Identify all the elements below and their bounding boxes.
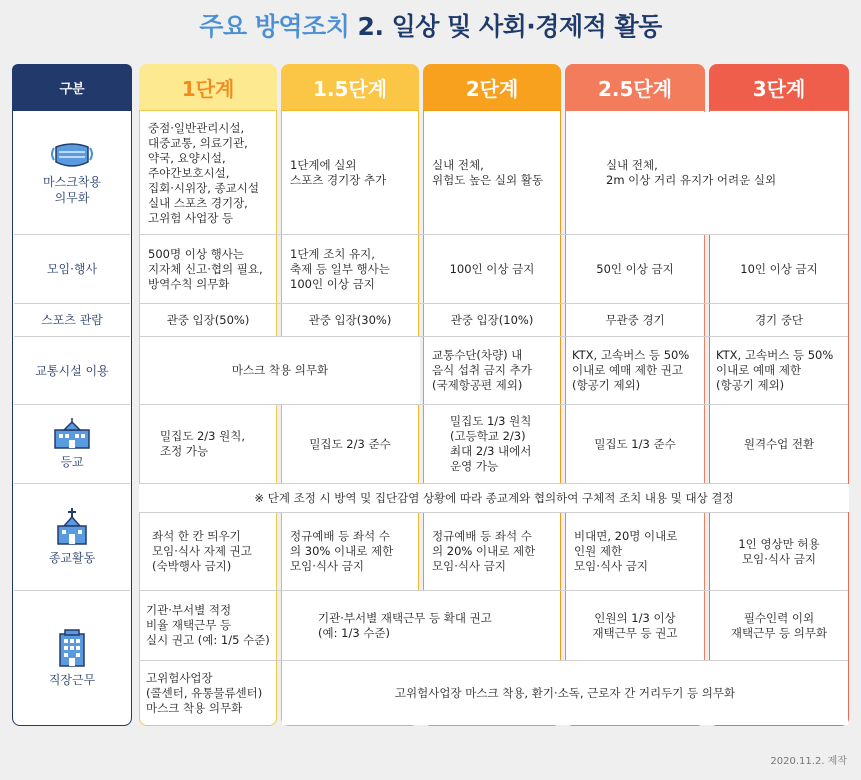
text-line: 500명 이상 행사는 <box>148 246 244 261</box>
footer-date: 2020.11.2. 제작 <box>770 756 847 767</box>
mask-stage-1-5 <box>282 112 418 234</box>
category-religion-label: 종교활동 <box>48 551 96 565</box>
sports-stage-2-5: 무관중 경기 <box>605 312 665 327</box>
office-building-icon <box>57 628 87 668</box>
category-mask-line1: 마스크착용 <box>43 174 101 189</box>
text-line: 2m 이상 거리 유지가 어려운 실외 <box>606 173 777 187</box>
text-line: 밀집도 1/3 원칙 <box>450 414 532 428</box>
gathering-stage-2-5: 50인 이상 금지 <box>596 261 674 276</box>
text-line: (예: 1/3 수준) <box>318 625 390 640</box>
category-mask <box>12 111 132 234</box>
religion-stage-1-5 <box>282 513 418 590</box>
transport-stage-3-text <box>716 348 833 393</box>
gathering-stage-3: 10인 이상 금지 <box>740 261 818 276</box>
header-category: 구분 <box>12 64 132 110</box>
text-line: KTX, 고속버스 등 50% <box>572 348 690 362</box>
text-line: 필수인력 이외 <box>743 610 815 625</box>
category-mask-line2: 의무화 <box>54 190 90 205</box>
text-line: (항공기 제외) <box>716 378 785 392</box>
text-line: (숙박행사 금지) <box>152 559 232 573</box>
category-school-label: 등교 <box>60 455 84 469</box>
text-line: 이내로 예매 제한 권고 <box>572 363 683 377</box>
text-line: 음식 섭취 금지 추가 <box>432 363 532 377</box>
text-line: 재택근무 등 권고 <box>592 625 678 640</box>
religion-stage-2-5 <box>566 513 704 590</box>
mask-stage-1-5-text <box>290 158 386 188</box>
work-stage-3 <box>710 591 848 660</box>
header-stage-2: 2단계 <box>423 64 561 110</box>
gathering-stage-2: 100인 이상 금지 <box>449 261 535 276</box>
school-stage-2-5: 밀집도 1/3 준수 <box>594 436 676 451</box>
work-stage-2-5-text <box>592 611 677 641</box>
transport-stage-3 <box>710 337 848 404</box>
text-line: (콜센터, 유통물류센터) <box>146 685 263 700</box>
text-line: 기관·부서별 재택근무 등 확대 권고 <box>318 610 492 625</box>
text-line: 실내 전체, <box>432 158 484 172</box>
text-line: 인원의 1/3 이상 <box>594 610 676 625</box>
gathering-stage-1-5-text <box>290 247 390 292</box>
school-stage-1-text <box>160 429 245 459</box>
text-line: 실내 스포츠 경기장, <box>148 195 248 210</box>
text-line: 모임·식사 금지 <box>432 559 506 573</box>
text-line: 위험도 높은 실외 활동 <box>432 173 543 187</box>
text-line: 약국, 요양시설, <box>148 150 226 165</box>
text-line: 스포츠 경기장 추가 <box>290 173 387 187</box>
school-stage-1-5: 밀집도 2/3 준수 <box>309 436 391 451</box>
work-high-risk-stage-1 <box>140 661 278 725</box>
text-line: 주야간보호시설, <box>148 165 230 180</box>
text-line: 인원 제한 <box>574 544 623 558</box>
work-high-risk-stage-1-5-3: 고위험사업장 마스크 착용, 환기·소독, 근로자 간 거리두기 등 의무화 <box>282 661 848 725</box>
text-line: 운영 가능 <box>450 459 499 473</box>
work-stage-1-text <box>146 603 270 648</box>
sports-stage-1-5: 관중 입장(30%) <box>308 312 392 327</box>
text-line: 비대면, 20명 이내로 <box>574 529 678 543</box>
text-line: 의 20% 이내로 제한 <box>432 544 536 558</box>
text-line: 100인 이상 금지 <box>290 276 375 291</box>
mask-stage-2 <box>424 112 560 234</box>
text-line: 1단계 조치 유지, <box>290 246 375 261</box>
text-line: 1인 영상만 허용 <box>738 536 820 551</box>
text-line: 기관·부서별 적정 <box>146 603 232 617</box>
transport-stage-1-1-5: 마스크 착용 의무화 <box>140 337 420 404</box>
text-line: 축제 등 일부 행사는 <box>290 261 390 276</box>
work-high-risk-stage-1-text <box>146 671 262 716</box>
text-line: (국제항공편 제외) <box>432 378 523 392</box>
text-line: 이내로 예매 제한 <box>716 363 802 377</box>
category-work-label: 직장근무 <box>48 673 96 687</box>
religion-stage-1-5-text <box>290 529 393 574</box>
school-stage-2 <box>424 405 560 483</box>
mask-stage-1 <box>140 112 276 234</box>
religion-stage-2-text <box>432 529 535 574</box>
sports-stage-1: 관중 입장(50%) <box>166 312 250 327</box>
work-stage-3-text <box>731 611 827 641</box>
gathering-stage-1-5 <box>282 235 418 303</box>
category-transport-label: 교통시설 이용 <box>35 363 109 378</box>
text-line: 정규예배 등 좌석 수 <box>290 529 390 543</box>
text-line: 마스크 착용 의무화 <box>146 700 243 715</box>
category-gathering-label: 모임·행사 <box>46 262 98 276</box>
mask-icon <box>50 140 94 170</box>
mask-stage-2-5-3-text <box>606 158 776 188</box>
text-line: (항공기 제외) <box>572 378 641 392</box>
category-transport <box>12 337 132 404</box>
text-line: 중점·일반관리시설, <box>148 120 245 135</box>
transport-stage-2-5 <box>566 337 704 404</box>
title-accent: 주요 방역조치 <box>199 12 350 41</box>
header-stage-1: 1단계 <box>139 64 277 110</box>
text-line: 집회·시위장, 종교시설 <box>148 180 259 195</box>
work-stage-1-5-2 <box>282 591 560 660</box>
text-line: 교통수단(차량) 내 <box>432 348 523 362</box>
school-stage-3: 원격수업 전환 <box>743 436 815 451</box>
school-stage-1 <box>140 405 276 483</box>
text-line: 모임·식사 금지 <box>290 559 364 573</box>
gathering-stage-1 <box>140 235 276 303</box>
religion-note: ※ 단계 조정 시 방역 및 집단감염 상황에 따라 종교계와 협의하여 구체적 조치 내용 및 대상 결정 <box>139 484 849 512</box>
text-line: 고위험사업장 <box>146 670 213 685</box>
category-religion <box>12 484 132 590</box>
category-work <box>12 591 132 725</box>
mask-stage-1-text <box>148 121 259 226</box>
text-line: 좌석 한 칸 띄우기 <box>152 529 241 543</box>
category-sports-label: 스포츠 관람 <box>41 313 103 327</box>
text-line: 고위험 사업장 등 <box>148 210 234 225</box>
religion-stage-2-5-text <box>574 529 677 574</box>
text-line: 모임·식사 금지 <box>742 551 816 566</box>
religion-stage-3 <box>710 513 848 590</box>
text-line: 실내 전체, <box>606 158 658 172</box>
religion-stage-3-text <box>738 537 819 567</box>
text-line: 밀집도 2/3 원칙, <box>160 429 246 443</box>
header-stage-3: 3단계 <box>709 64 849 110</box>
page-title <box>0 10 861 44</box>
text-line: 1단계에 실외 <box>290 158 357 172</box>
work-stage-1-5-2-text <box>318 611 492 641</box>
text-line: 방역수칙 의무화 <box>148 276 230 291</box>
text-line: 재택근무 등 의무화 <box>730 625 828 640</box>
transport-stage-2-5-text <box>572 348 689 393</box>
mask-stage-2-5-3 <box>566 112 848 234</box>
text-line: 조정 가능 <box>160 444 209 458</box>
school-stage-2-text <box>450 414 531 474</box>
text-line: 의 30% 이내로 제한 <box>290 544 394 558</box>
school-icon <box>52 418 92 450</box>
text-line: 비율 재택근무 등 <box>146 618 232 632</box>
text-line: 지자체 신고·협의 필요, <box>148 261 263 276</box>
category-sports <box>12 304 132 336</box>
text-line: 대중교통, 의료기관, <box>148 135 248 150</box>
text-line: KTX, 고속버스 등 50% <box>716 348 834 362</box>
sports-stage-2: 관중 입장(10%) <box>450 312 534 327</box>
sports-stage-3: 경기 중단 <box>754 312 804 327</box>
header-stage-2-5: 2.5단계 <box>565 64 705 110</box>
transport-stage-2-text <box>432 348 532 393</box>
category-school <box>12 405 132 483</box>
text-line: 최대 2/3 내에서 <box>450 444 532 458</box>
work-stage-1 <box>140 591 278 660</box>
gathering-stage-1-text <box>148 247 263 292</box>
title-main: 2. 일상 및 사회·경제적 활동 <box>349 12 662 41</box>
religion-stage-1-text <box>152 529 252 574</box>
mask-stage-2-text <box>432 158 543 188</box>
text-line: 실시 권고 (예: 1/5 수준) <box>146 633 270 647</box>
header-stage-1-5: 1.5단계 <box>281 64 419 110</box>
category-gathering <box>12 235 132 303</box>
church-icon <box>54 508 90 546</box>
religion-stage-2 <box>424 513 560 590</box>
religion-stage-1 <box>140 513 276 590</box>
text-line: (고등학교 2/3) <box>450 429 526 443</box>
text-line: 정규예배 등 좌석 수 <box>432 529 532 543</box>
text-line: 모임·식사 자제 권고 <box>152 544 252 558</box>
work-stage-2-5 <box>566 591 704 660</box>
transport-stage-2 <box>424 337 560 404</box>
text-line: 모임·식사 금지 <box>574 559 648 573</box>
